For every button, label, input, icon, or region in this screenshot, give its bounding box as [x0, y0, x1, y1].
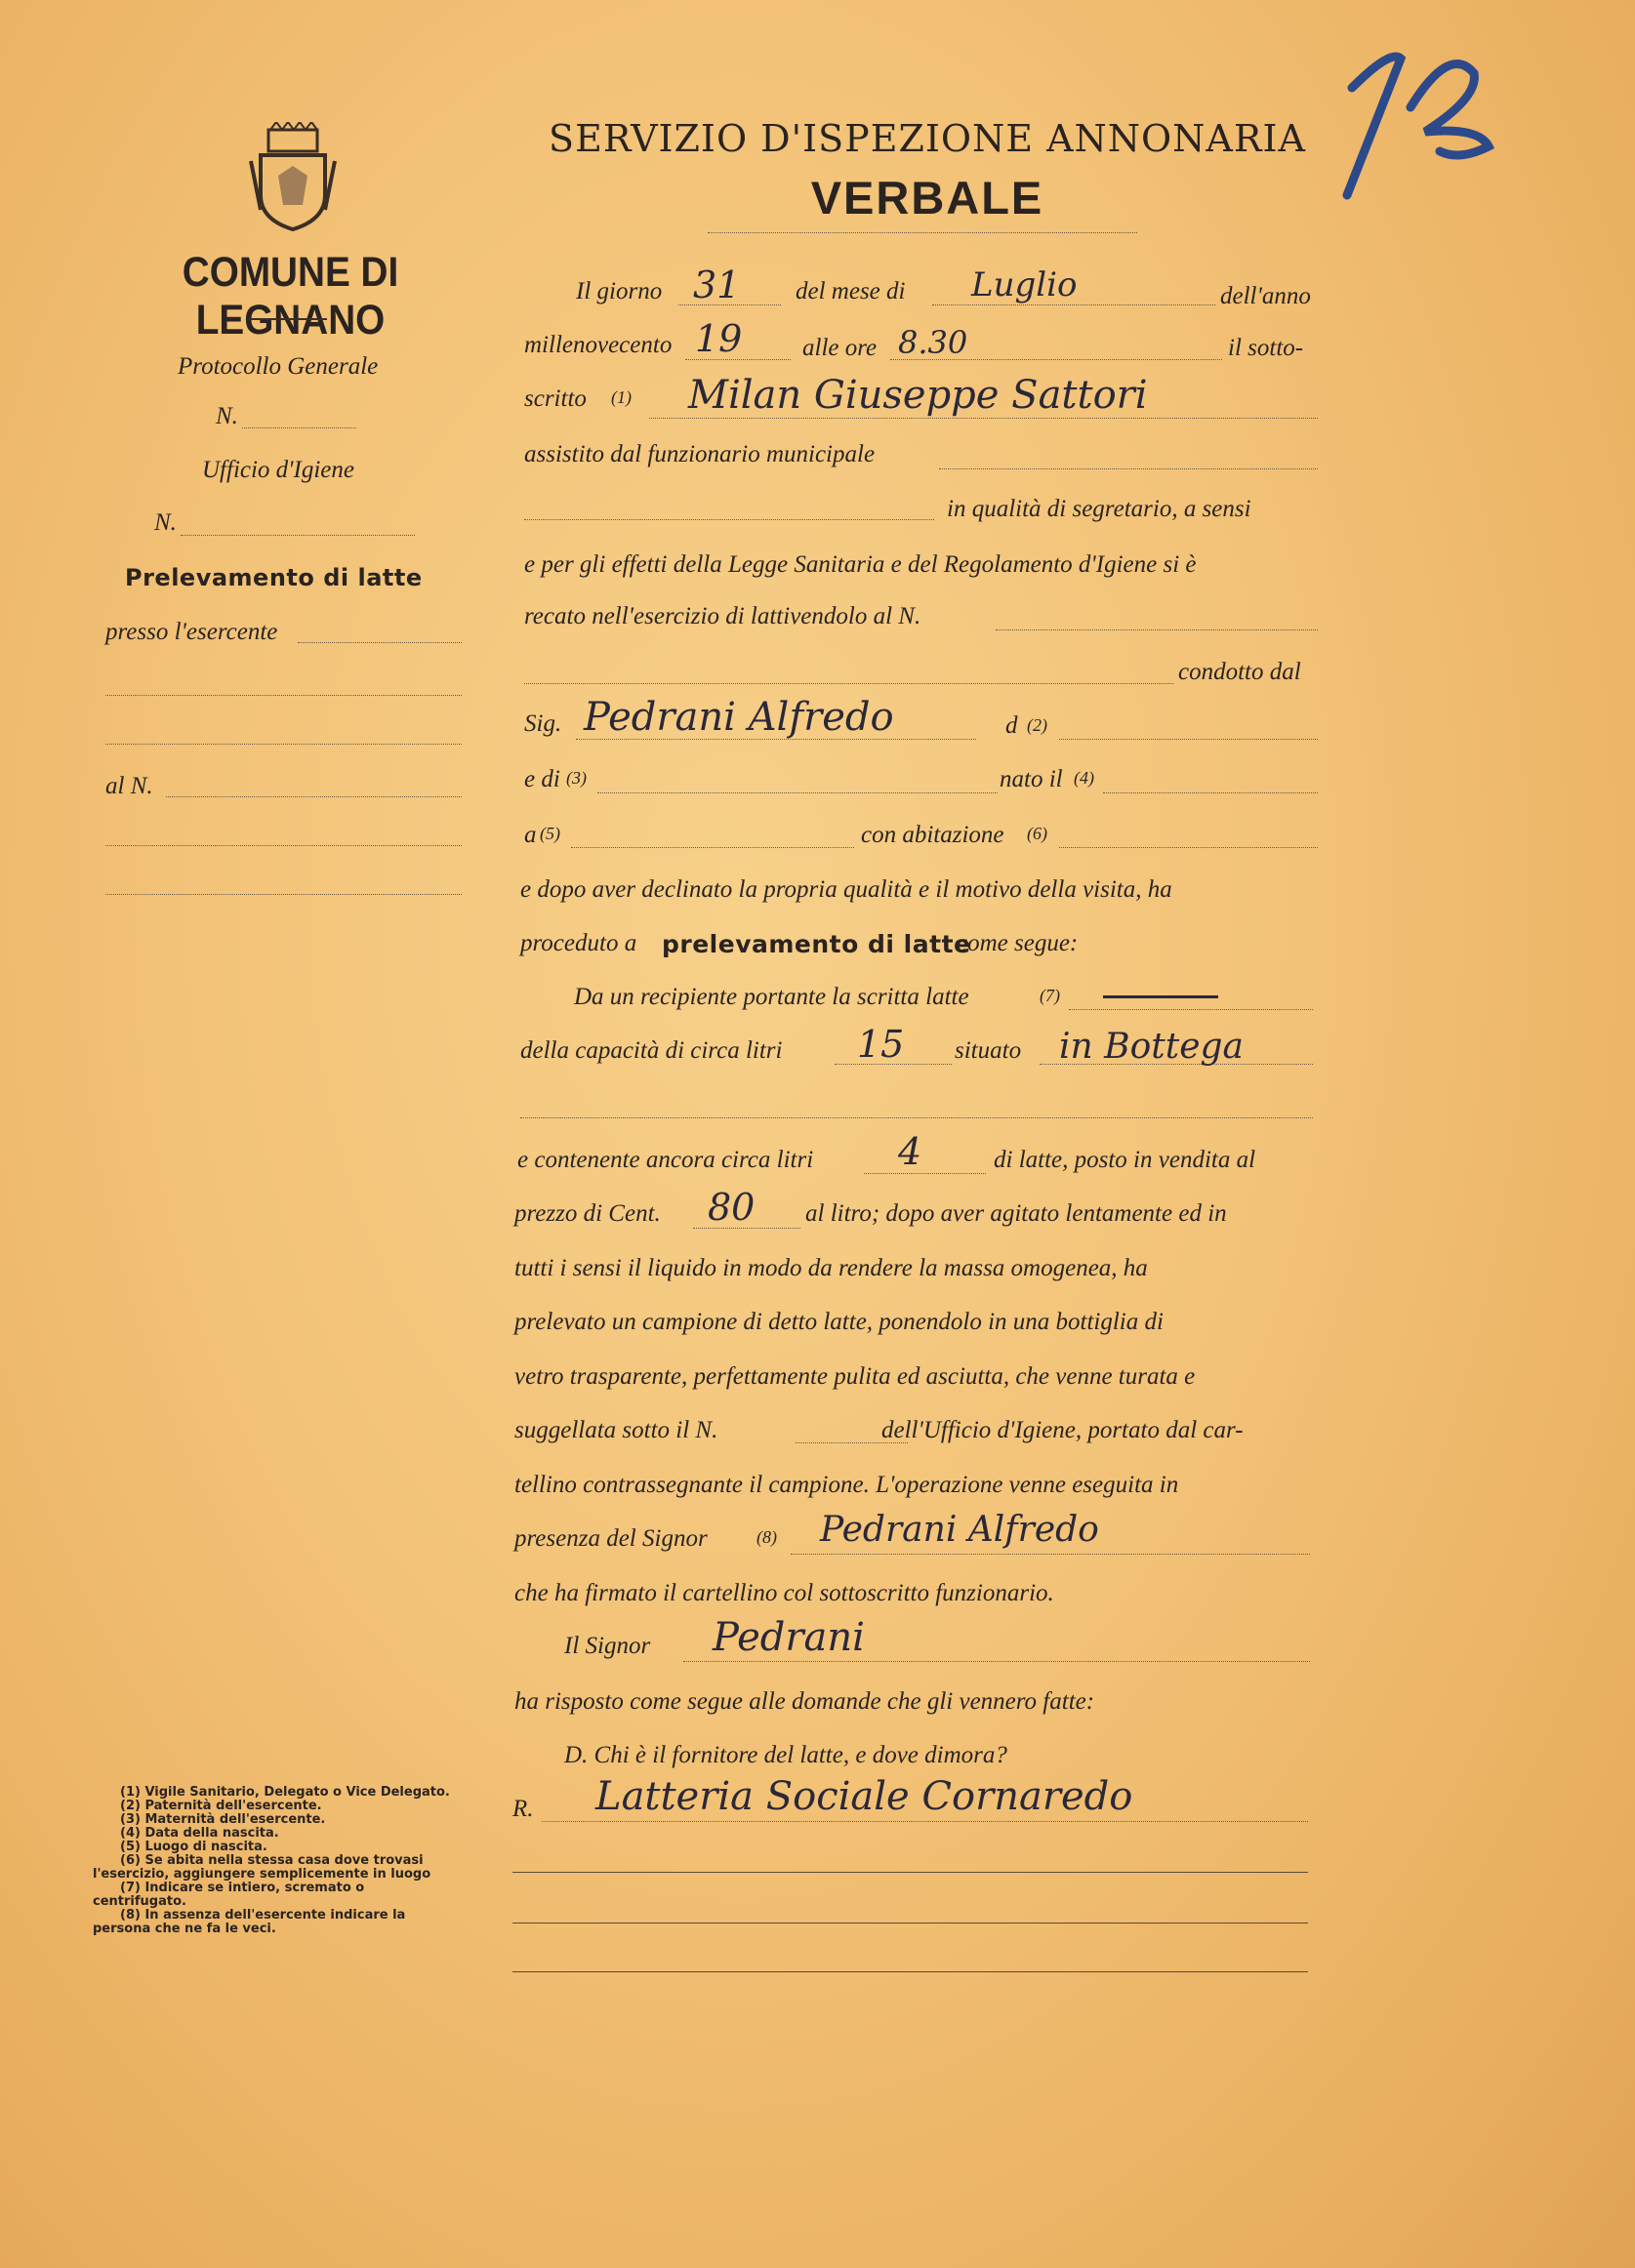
presso-field-2[interactable] — [105, 695, 462, 696]
il-signor-field[interactable] — [683, 1661, 1310, 1662]
che-ha-text: che ha firmato il cartellino col sottoscritto funzionario. — [514, 1580, 1054, 1606]
presenza-field[interactable] — [791, 1554, 1310, 1555]
come-segue-label: come segue: — [957, 930, 1079, 956]
paragraph-line-1: tutti i sensi il liquido in modo da rendere la massa omogenea, ha — [514, 1255, 1148, 1281]
paragraph-line-5: tellino contrassegnante il campione. L'operazione venne eseguita in — [514, 1472, 1179, 1498]
proceduto-label: proceduto a — [520, 930, 637, 956]
del-mese-label: del mese di — [796, 278, 906, 304]
mese-field[interactable] — [932, 304, 1215, 305]
condotto-field[interactable] — [524, 683, 1173, 684]
maternita-field[interactable] — [597, 792, 998, 793]
n2-label: N. — [154, 509, 177, 536]
fn8-label: (8) — [756, 1527, 777, 1547]
scritto-label: scritto — [524, 385, 587, 412]
verbale-rule — [708, 232, 1137, 233]
risposta-value: Latteria Sociale Cornaredo — [595, 1774, 1133, 1819]
prelevamento-heading: Prelevamento di latte — [125, 564, 423, 591]
recato-label: recato nell'esercizio di lattivendolo al N. — [524, 603, 921, 629]
situato-value: in Bottega — [1059, 1027, 1245, 1067]
n1-field[interactable] — [242, 427, 356, 428]
abitazione-field[interactable] — [1059, 847, 1318, 848]
comune-title: COMUNE DI LEGNANO — [182, 249, 399, 344]
risposta-field-3[interactable] — [512, 1923, 1308, 1924]
dopo-aver-text: e dopo aver declinato la propria qualità e il motivo della visita, ha — [520, 876, 1172, 903]
anno-value: 19 — [695, 317, 743, 360]
il-signor-value: Pedrani — [713, 1615, 865, 1660]
sottoscritto-field[interactable] — [649, 418, 1318, 419]
situato-label: situato — [955, 1037, 1022, 1064]
nato-field[interactable] — [1103, 792, 1318, 793]
verbale-title: VERBALE — [810, 172, 1044, 223]
al-n-field-3[interactable] — [105, 894, 462, 895]
funzionario-field[interactable] — [939, 468, 1318, 469]
risposta-field-2[interactable] — [512, 1872, 1308, 1873]
millenovecento-label: millenovecento — [524, 332, 673, 358]
situato-field-2[interactable] — [520, 1117, 1313, 1118]
paragraph-line-4b: dell'Ufficio d'Igiene, portato dal car- — [881, 1417, 1244, 1443]
contenente-field[interactable] — [864, 1173, 986, 1174]
n2-field[interactable] — [181, 535, 415, 536]
al-litro-label: al litro; dopo aver agitato lentamente ed in — [805, 1200, 1227, 1227]
fn3-label: (3) — [566, 768, 587, 788]
d-label: d — [1005, 712, 1018, 739]
presso-field[interactable] — [298, 642, 462, 643]
scritta-field[interactable] — [1069, 1009, 1313, 1010]
paragraph-line-4a: suggellata sotto il N. — [514, 1417, 718, 1443]
assistito-label: assistito dal funzionario municipale — [524, 441, 876, 467]
al-n-field-2[interactable] — [105, 845, 462, 846]
domanda-text: D. Chi è il fornitore del latte, e dove dimora? — [564, 1742, 1007, 1768]
paragraph-line-2: prelevato un campione di detto latte, ponendolo in una bottiglia di — [514, 1309, 1164, 1335]
recato-field[interactable] — [996, 629, 1318, 630]
footnote-1: (1) Vigile Sanitario, Delegato o Vice Delegato. — [120, 1785, 450, 1800]
prezzo-value: 80 — [708, 1186, 756, 1229]
protocollo-label: Protocollo Generale — [178, 353, 379, 380]
sottoscritto-value: Milan Giuseppe Sattori — [688, 373, 1148, 418]
ha-risposto-text: ha risposto come segue alle domande che gli vennero fatte: — [514, 1688, 1095, 1715]
ufficio-label: Ufficio d'Igiene — [202, 457, 354, 483]
il-sotto-label: il sotto- — [1228, 335, 1304, 361]
handwritten-page-number — [1332, 29, 1498, 200]
presenza-label: presenza del Signor — [514, 1525, 708, 1552]
footnote-6: (6) Se abita nella stessa casa dove trovasi l'esercizio, aggiungere semplicemente in luogo — [93, 1853, 431, 1882]
da-un-text: Da un recipiente portante la scritta latte — [574, 984, 969, 1010]
footnote-5: (5) Luogo di nascita. — [120, 1840, 267, 1854]
al-n-field[interactable] — [166, 796, 462, 797]
nato-il-label: nato il — [1000, 766, 1063, 792]
footnote-7: (7) Indicare se intiero, scremato o centrifugato. — [93, 1881, 365, 1909]
luogo-field[interactable] — [571, 847, 854, 848]
e-di-label: e di — [524, 766, 560, 792]
condotto-label: condotto dal — [1178, 659, 1301, 685]
footnote-3: (3) Maternità dell'esercente. — [120, 1812, 326, 1827]
r-label: R. — [512, 1796, 534, 1822]
legge-text: e per gli effetti della Legge Sanitaria e del Regolamento d'Igiene si è — [524, 551, 1197, 578]
footnote-4: (4) Data della nascita. — [120, 1826, 279, 1841]
sig-value: Pedrani Alfredo — [584, 695, 894, 740]
paternita-field[interactable] — [1059, 739, 1318, 740]
footnotes — [93, 1786, 459, 1936]
comune-underline — [249, 318, 327, 320]
il-signor-label: Il Signor — [564, 1633, 651, 1659]
alle-ore-label: alle ore — [802, 335, 878, 361]
coat-of-arms-icon — [249, 122, 337, 234]
di-latte-label: di latte, posto in vendita al — [994, 1147, 1256, 1173]
servizio-title: SERVIZIO D'ISPEZIONE ANNONARIA — [549, 117, 1306, 160]
contenente-value: 4 — [898, 1130, 922, 1173]
presso-field-3[interactable] — [105, 744, 462, 745]
fn7-label: (7) — [1040, 986, 1060, 1005]
n1-label: N. — [216, 403, 238, 429]
fn4-label: (4) — [1074, 768, 1094, 788]
il-giorno-label: Il giorno — [576, 278, 663, 304]
litri-value: 15 — [857, 1023, 905, 1066]
sig-label: Sig. — [524, 710, 562, 737]
ore-value: 8.30 — [898, 324, 968, 361]
fn2-label: (2) — [1027, 715, 1047, 735]
mese-value: Luglio — [971, 265, 1078, 304]
risposta-field-4[interactable] — [512, 1971, 1308, 1972]
a-label: a — [524, 822, 537, 848]
fn5-label: (5) — [540, 824, 560, 843]
giorno-value: 31 — [693, 263, 741, 306]
risposta-field[interactable] — [542, 1821, 1308, 1822]
presenza-value: Pedrani Alfredo — [820, 1510, 1099, 1550]
fn6-label: (6) — [1027, 824, 1047, 843]
capacita-label: della capacità di circa litri — [520, 1037, 783, 1064]
segretario-field[interactable] — [524, 519, 934, 520]
footnote-2: (2) Paternità dell'esercente. — [120, 1799, 322, 1813]
footnote-8: (8) In assenza dell'esercente indicare la persona che ne fa le veci. — [93, 1908, 406, 1936]
con-abitazione-label: con abitazione — [861, 822, 1004, 848]
al-n-label: al N. — [105, 773, 153, 799]
paragraph-line-3: vetro trasparente, perfettamente pulita ed asciutta, che venne turata e — [514, 1363, 1196, 1390]
presso-label: presso l'esercente — [105, 619, 278, 645]
prezzo-label: prezzo di Cent. — [514, 1200, 661, 1227]
fn1-label: (1) — [611, 387, 632, 407]
in-qualita-label: in qualità di segretario, a sensi — [947, 496, 1251, 522]
contenente-label: e contenente ancora circa litri — [517, 1147, 814, 1173]
scritta-dash — [1103, 995, 1218, 998]
prelevamento-bold: prelevamento di latte — [662, 930, 971, 958]
dellanno-label: dell'anno — [1220, 283, 1311, 309]
